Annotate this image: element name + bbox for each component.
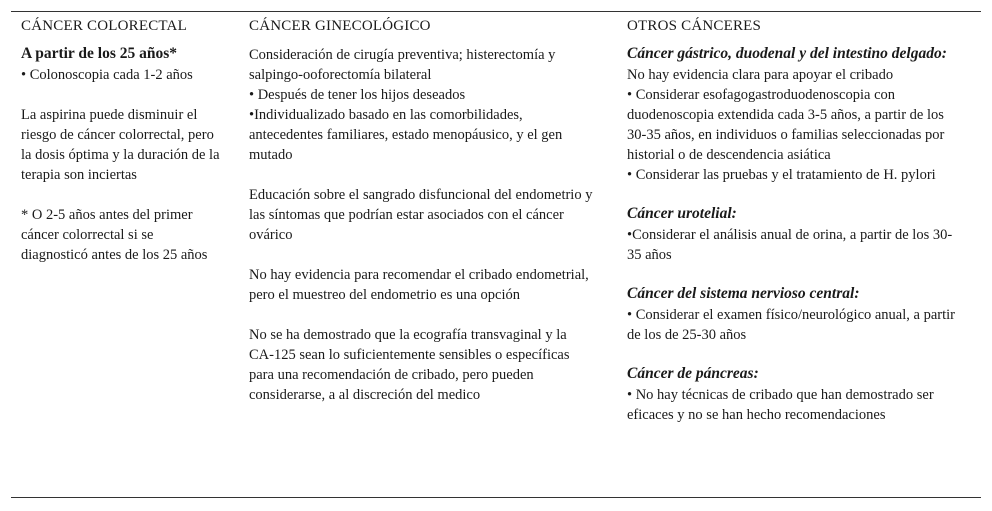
surgery-text: Consideración de cirugía preventiva; histerectomía y salpingo-ooforectomía bilateral	[249, 47, 556, 83]
other-body	[627, 43, 957, 425]
ultrasound-text: No se ha demostrado que la ecografía transvaginal y la CA-125 sean lo suficientemente sensibles o específicas para una recomendación de cribado, pero pueden considerarse, a al discreción del medico	[249, 327, 570, 403]
gastric-line-1: No hay evidencia clara para apoyar el cribado	[627, 67, 894, 83]
gastric-line-2: • Considerar esofagogastroduodenoscopia con duodenoscopia extendida cada 3-5 años, a partir de los 30-35 años, en individuos o familias seleccionadas por historial o de descendencia asiática	[627, 87, 945, 163]
gynecologic-header: CÁNCER GINECOLÓGICO	[249, 18, 431, 34]
colorectal-header: CÁNCER COLORECTAL	[21, 18, 187, 34]
cns-line-1: • Considerar el examen físico/neurológico anual, a partir de los de 25-30 años	[627, 307, 955, 343]
gynecologic-column	[249, 12, 594, 497]
endometrial-text: No hay evidencia para recomendar el cribado endometrial, pero el muestreo del endometrio es una opción	[249, 267, 589, 303]
other-cancers-column	[627, 12, 957, 497]
screening-table	[11, 11, 981, 498]
pancreas-line-1: • No hay técnicas de cribado que han demostrado ser eficaces y no se han hecho recomendaciones	[627, 387, 934, 423]
education-text: Educación sobre el sangrado disfuncional del endometrio y las síntomas que podrían estar asociados con el cáncer ovárico	[249, 187, 593, 243]
colorectal-body	[21, 43, 221, 265]
colorectal-footnote: * O 2-5 años antes del primer cáncer colorrectal si se diagnosticó antes de los 25 años	[21, 207, 208, 263]
gyn-bullet-2: •Individualizado basado en las comorbilidades, antecedentes familiares, estado menopáusico, y el gen mutado	[249, 107, 563, 163]
gastric-line-3: • Considerar las pruebas y el tratamiento de H. pylori	[627, 167, 936, 183]
gastric-title: Cáncer gástrico, duodenal y del intestino delgado:	[627, 45, 947, 62]
gyn-bullet-1: • Después de tener los hijos deseados	[249, 87, 466, 103]
colorectal-bullet: • Colonoscopia cada 1-2 años	[21, 67, 193, 83]
colorectal-subheading: A partir de los 25 años*	[21, 45, 178, 62]
pancreas-title: Cáncer de páncreas:	[627, 365, 759, 382]
cns-title: Cáncer del sistema nervioso central:	[627, 285, 860, 302]
gynecologic-body	[249, 45, 594, 405]
colorectal-column	[21, 12, 221, 497]
other-header: OTROS CÁNCERES	[627, 18, 762, 34]
aspirin-note: La aspirina puede disminuir el riesgo de cáncer colorrectal, pero la dosis óptima y la duración de la terapia son inciertas	[21, 107, 220, 183]
urothelial-title: Cáncer urotelial:	[627, 205, 737, 222]
urothelial-line-1: •Considerar el análisis anual de orina, a partir de los 30-35 años	[627, 227, 953, 263]
